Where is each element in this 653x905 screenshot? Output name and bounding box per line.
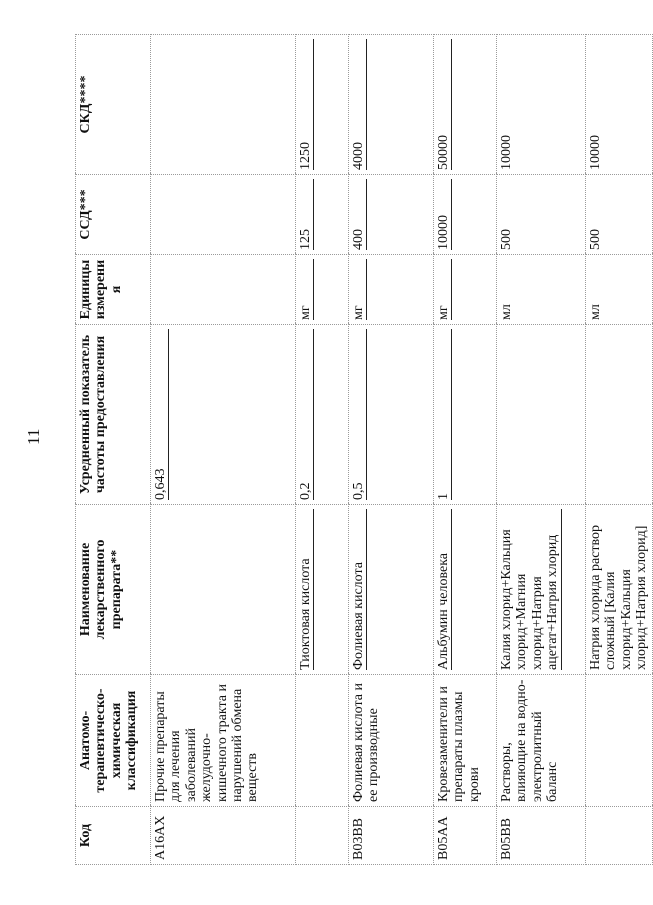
cell-code: А16АХ — [151, 807, 296, 865]
table-row — [151, 35, 296, 865]
cell-drug — [349, 505, 434, 675]
drug-value: Фолиевая кислота — [351, 509, 367, 670]
units-value: мг — [351, 259, 367, 320]
cell-atc — [296, 675, 349, 807]
units-value: мг — [436, 259, 452, 320]
header-units: Единицы измерения — [76, 255, 151, 325]
cell-frequency — [349, 325, 434, 505]
cell-units — [434, 255, 497, 325]
frequency-value: 1 — [436, 329, 452, 500]
table-row — [497, 35, 586, 865]
header-code: Код — [76, 807, 151, 865]
ssd-value: 10000 — [436, 179, 452, 250]
skd-value: 50000 — [436, 39, 452, 170]
ssd-value: 125 — [298, 179, 314, 250]
cell-drug — [434, 505, 497, 675]
cell-ssd — [151, 175, 296, 255]
cell-units: мл — [586, 255, 653, 325]
header-skd: СКД**** — [76, 35, 151, 175]
cell-code — [296, 807, 349, 865]
cell-code: В03ВВ — [349, 807, 434, 865]
cell-skd — [151, 35, 296, 175]
drug-value: Тиоктовая кислота — [298, 509, 314, 670]
cell-units: мл — [497, 255, 586, 325]
cell-frequency — [434, 325, 497, 505]
cell-atc: Прочие препараты для лечения заболеваний желудочно-кишечного тракта и нарушений обмена веществ — [151, 675, 296, 807]
drug-value: Натрия хлорида раствор сложный [Калия хлорид+Кальция хлорид+Натрия хлорид] — [588, 524, 650, 670]
frequency-value: 0,5 — [351, 329, 367, 500]
cell-skd: 10000 — [497, 35, 586, 175]
cell-skd — [296, 35, 349, 175]
cell-frequency — [497, 325, 586, 505]
cell-atc: Фолиевая кислота и ее производные — [349, 675, 434, 807]
header-atc: Анатомо-терапевтическо-химическая классификация — [76, 675, 151, 807]
cell-skd: 10000 — [586, 35, 653, 175]
drug-table-container — [75, 35, 650, 865]
header-frequency: Усредненный показатель частоты предоставления — [76, 325, 151, 505]
table-row — [296, 35, 349, 865]
cell-atc: Растворы, влияющие на водно-электролитный баланс — [497, 675, 586, 807]
table-row — [349, 35, 434, 865]
cell-frequency — [151, 325, 296, 505]
frequency-value: 0,2 — [298, 329, 314, 500]
cell-ssd — [434, 175, 497, 255]
frequency-value: 0,643 — [153, 329, 169, 500]
drug-table — [75, 34, 653, 865]
cell-units — [296, 255, 349, 325]
cell-skd — [434, 35, 497, 175]
cell-drug — [586, 505, 653, 675]
cell-units — [349, 255, 434, 325]
table-header-row — [76, 35, 151, 865]
header-ssd: ССД*** — [76, 175, 151, 255]
cell-units — [151, 255, 296, 325]
cell-atc: Кровезаменители и препараты плазмы крови — [434, 675, 497, 807]
cell-code — [586, 807, 653, 865]
table-row — [586, 35, 653, 865]
page-number: 11 — [24, 428, 43, 445]
cell-ssd — [349, 175, 434, 255]
cell-code: В05ВВ — [497, 807, 586, 865]
ssd-value: 400 — [351, 179, 367, 250]
drug-value: Альбумин человека — [436, 509, 452, 670]
skd-value: 1250 — [298, 39, 314, 170]
units-value: мг — [298, 259, 314, 320]
table-row — [434, 35, 497, 865]
cell-frequency — [586, 325, 653, 505]
skd-value: 4000 — [351, 39, 367, 170]
cell-ssd — [296, 175, 349, 255]
cell-drug — [151, 505, 296, 675]
cell-atc — [586, 675, 653, 807]
cell-ssd: 500 — [497, 175, 586, 255]
header-drug-name: Наименование лекарственного препарата** — [76, 505, 151, 675]
cell-frequency — [296, 325, 349, 505]
drug-value: Калия хлорид+Кальция хлорид+Магния хлорид+Натрия ацетат+Натрия хлорид — [499, 509, 562, 670]
cell-drug — [296, 505, 349, 675]
cell-ssd: 500 — [586, 175, 653, 255]
cell-code: В05АА — [434, 807, 497, 865]
cell-drug — [497, 505, 586, 675]
cell-skd — [349, 35, 434, 175]
